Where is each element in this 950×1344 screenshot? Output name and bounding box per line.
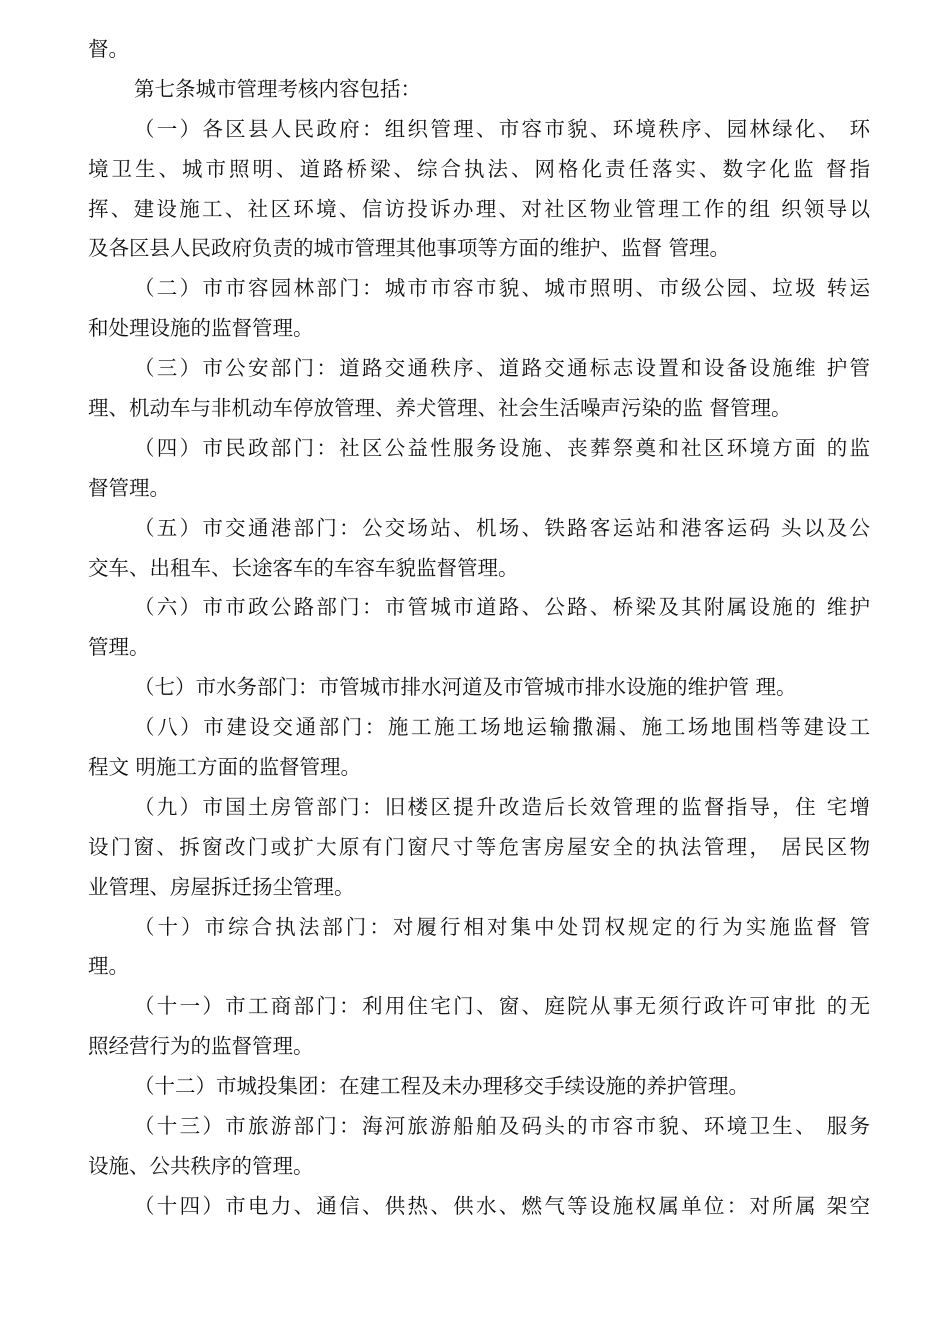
text-line: 理、机动车与非机动车停放管理、养犬管理、社会生活噪声污染的监 督管理。: [88, 396, 792, 421]
text-line: 管理。: [88, 635, 150, 660]
text-line: 程文 明施工方面的监督管理。: [88, 755, 362, 780]
text-line: （六）市市政公路部门：市管城市道路、公路、桥梁及其附属设施的 维护: [134, 595, 870, 620]
text-line: 业管理、房屋拆迁扬尘管理。: [88, 874, 355, 899]
text-line: （一）各区县人民政府：组织管理、市容市貌、环境秩序、园林绿化、 环: [134, 116, 870, 141]
text-line: 设施、公共秩序的管理。: [88, 1153, 314, 1178]
text-line: （九）市国土房管部门：旧楼区提升改造后长效管理的监督指导，住 宅增: [134, 794, 870, 819]
text-line: 挥、建设施工、社区环境、信访投诉办理、对社区物业管理工作的组 织领导以: [88, 196, 870, 221]
text-line: （三）市公安部门：道路交通秩序、道路交通标志设置和设备设施维 护管: [134, 356, 870, 381]
text-line: 交车、出租车、长途客车的车容车貌监督管理。: [88, 555, 519, 580]
document-page: [88, 30, 870, 1227]
text-line: （十）市综合执法部门：对履行相对集中处罚权规定的行为实施监督 管: [134, 914, 870, 939]
text-line: 和处理设施的监督管理。: [88, 316, 314, 341]
text-line: 及各区县人民政府负责的城市管理其他事项等方面的维护、监督 管理。: [88, 236, 731, 261]
text-line: 第七条城市管理考核内容包括：: [134, 76, 421, 101]
text-line: （十三）市旅游部门：海河旅游船舶及码头的市容市貌、环境卫生、 服务: [134, 1114, 870, 1139]
text-line: （十二）市城投集团：在建工程及未办理移交手续设施的养护管理。: [134, 1074, 749, 1099]
text-line: （八）市建设交通部门：施工施工场地运输撒漏、施工场地围档等建设工: [134, 715, 870, 740]
text-line: 设门窗、拆窗改门或扩大原有门窗尺寸等危害房屋安全的执法管理， 居民区物: [88, 834, 870, 859]
text-line: （十四）市电力、通信、供热、供水、燃气等设施权属单位：对所属 架空: [134, 1193, 870, 1218]
text-line: （五）市交通港部门：公交场站、机场、铁路客运站和港客运码 头以及公: [134, 515, 870, 540]
text-line: 督管理。: [88, 475, 170, 500]
text-line: 理。: [88, 954, 129, 979]
text-line: （十一）市工商部门：利用住宅门、窗、庭院从事无须行政许可审批 的无: [134, 994, 870, 1019]
text-line: （七）市水务部门：市管城市排水河道及市管城市排水设施的维护管 理。: [134, 675, 797, 700]
text-line: 照经营行为的监督管理。: [88, 1034, 314, 1059]
text-line: 境卫生、城市照明、道路桥梁、综合执法、网格化责任落实、数字化监 督指: [88, 156, 870, 181]
text-line: （二）市市容园林部门：城市市容市貌、城市照明、市级公园、垃圾 转运: [134, 276, 870, 301]
text-line: 督。: [88, 37, 129, 61]
text-line: （四）市民政部门：社区公益性服务设施、丧葬祭奠和社区环境方面 的监: [134, 435, 870, 460]
